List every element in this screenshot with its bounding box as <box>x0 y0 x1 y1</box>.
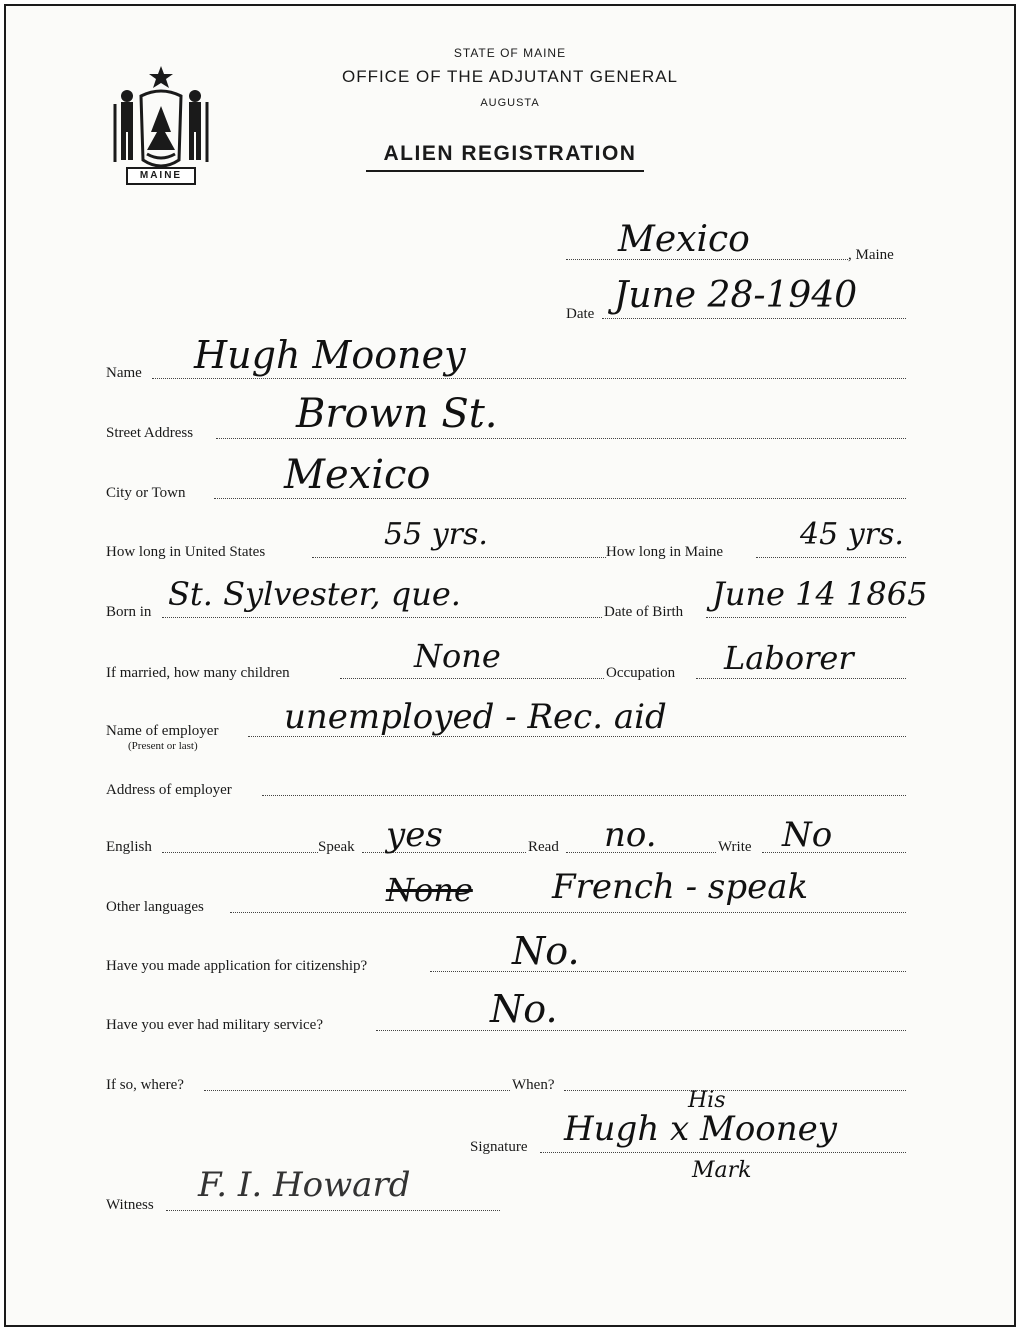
children-label: If married, how many children <box>106 665 290 681</box>
citizenship-label: Have you made application for citizenship? <box>106 958 368 974</box>
military-value: No. <box>490 987 558 1031</box>
when-dotted-line <box>564 1090 906 1091</box>
city-label: City or Town <box>106 485 186 501</box>
when-label: When? <box>512 1077 555 1093</box>
military-dotted-line <box>376 1030 906 1031</box>
english-label: English <box>106 839 152 855</box>
date-of-birth-dotted-line <box>706 617 906 618</box>
signature-label: Signature <box>470 1139 528 1155</box>
born-in-dotted-line <box>162 617 602 618</box>
maine-state-seal-icon <box>105 62 217 190</box>
born-in-value: St. Sylvester, que. <box>168 575 461 613</box>
street-dotted-line <box>216 438 906 439</box>
how-long-maine-value: 45 yrs. <box>800 517 904 552</box>
where-dotted-line <box>204 1090 510 1091</box>
read-value: no. <box>604 815 657 855</box>
other-languages-dotted-line <box>230 912 906 913</box>
speak-value: yes <box>386 815 443 855</box>
seal-text: MAINE <box>139 170 183 181</box>
witness-label: Witness <box>106 1197 154 1213</box>
write-value: No <box>782 815 833 855</box>
witness-dotted-line <box>166 1210 500 1211</box>
other-languages-struck-value: None <box>386 871 473 909</box>
name-label: Name <box>106 365 142 381</box>
employer-address-label: Address of employer <box>106 782 232 798</box>
other-languages-value: French - speak <box>552 867 809 907</box>
citizenship-value: No. <box>512 929 580 973</box>
signature-value: Hugh x Mooney <box>564 1109 837 1149</box>
employer-label: Name of employer <box>106 723 219 739</box>
how-long-us-label: How long in United States <box>106 544 266 560</box>
place-value: Mexico <box>618 219 750 260</box>
signature-his: His <box>688 1088 726 1113</box>
how-long-us-dotted-line <box>312 557 606 558</box>
employer-address-dotted-line <box>262 795 906 796</box>
witness-value: F. I. Howard <box>198 1165 411 1205</box>
how-long-maine-label: How long in Maine <box>606 544 724 560</box>
title-underline <box>366 170 644 172</box>
header-state: STATE OF MAINE <box>453 46 567 60</box>
header-office: OFFICE OF THE ADJUTANT GENERAL <box>341 67 679 86</box>
header-city: AUGUSTA <box>480 97 540 109</box>
children-dotted-line <box>340 678 604 679</box>
citizenship-dotted-line <box>430 971 906 972</box>
date-of-birth-label: Date of Birth <box>604 604 684 620</box>
english-dotted-line <box>162 852 318 853</box>
city-value: Mexico <box>284 452 431 498</box>
occupation-dotted-line <box>696 678 906 679</box>
street-value: Brown St. <box>296 391 498 437</box>
street-label: Street Address <box>106 425 194 441</box>
place-suffix: , Maine <box>848 247 894 263</box>
name-value: Hugh Mooney <box>194 333 466 377</box>
occupation-label: Occupation <box>606 665 676 681</box>
read-label: Read <box>528 839 559 855</box>
name-dotted-line <box>152 378 906 379</box>
occupation-value: Laborer <box>724 639 854 677</box>
signature-mark: Mark <box>692 1158 752 1183</box>
form-title: ALIEN REGISTRATION <box>383 142 637 165</box>
other-languages-label: Other languages <box>106 899 204 915</box>
children-value: None <box>414 637 501 675</box>
born-in-label: Born in <box>106 604 152 620</box>
write-label: Write <box>718 839 752 855</box>
date-label: Date <box>566 306 595 322</box>
signature-dotted-line <box>540 1152 906 1153</box>
date-dotted-line <box>602 318 906 319</box>
date-of-birth-value: June 14 1865 <box>712 575 928 613</box>
speak-label: Speak <box>318 839 355 855</box>
date-value: June 28-1940 <box>614 275 858 316</box>
how-long-us-value: 55 yrs. <box>384 517 488 552</box>
military-label: Have you ever had military service? <box>106 1017 323 1033</box>
city-dotted-line <box>214 498 906 499</box>
employer-value: unemployed - Rec. aid <box>284 697 667 737</box>
how-long-maine-dotted-line <box>756 557 906 558</box>
where-label: If so, where? <box>106 1077 184 1093</box>
employer-sublabel: (Present or last) <box>128 740 198 752</box>
